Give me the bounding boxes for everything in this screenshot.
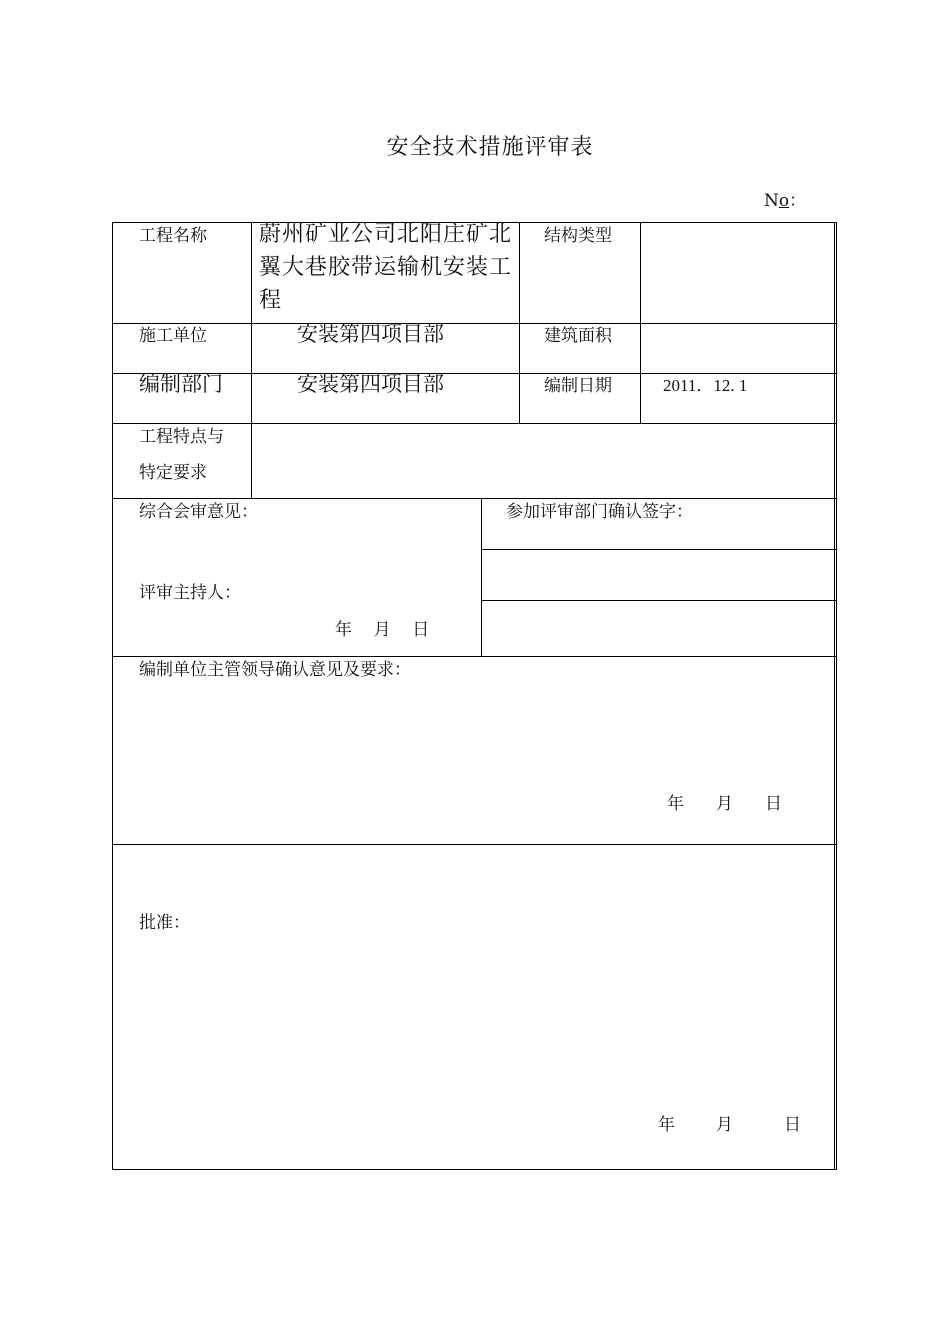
number-label-colon: ： — [789, 191, 807, 211]
leader-date-year: 年 — [667, 794, 684, 814]
approval-date-year: 年 — [658, 1115, 675, 1135]
row-line-4 — [112, 498, 836, 499]
dept-signature-slot-1[interactable] — [482, 550, 834, 600]
table-border-left — [112, 222, 113, 1170]
table-border-bottom — [112, 1169, 836, 1170]
review-host-label: 评审主持人： — [139, 583, 241, 603]
leader-opinion-label: 编制单位主管领导确认意见及要求： — [139, 660, 411, 680]
dept-signature-label: 参加评审部门确认签字： — [506, 502, 693, 522]
building-area-label: 建筑面积 — [544, 326, 612, 346]
table-border-right-outer — [836, 222, 837, 1170]
construction-unit-label: 施工单位 — [139, 326, 207, 346]
approval-date-month: 月 — [716, 1115, 733, 1135]
dept-signature-slot-2[interactable] — [482, 601, 834, 656]
approval-date-day: 日 — [784, 1115, 801, 1135]
row-line-6 — [112, 844, 836, 845]
features-label-line1: 工程特点与 — [139, 427, 224, 447]
number-label-n: N — [764, 191, 779, 211]
approval-label: 批准： — [139, 913, 190, 933]
col-line-right — [640, 222, 641, 424]
review-date: 年 月 日 — [335, 620, 430, 640]
col-line-label — [251, 222, 252, 499]
number-label — [764, 186, 806, 211]
col-line-mid — [519, 222, 520, 424]
leader-date-month: 月 — [716, 794, 733, 814]
leader-date-day: 日 — [765, 794, 782, 814]
prepared-date-value: 2011．12. 1 — [663, 376, 748, 395]
project-name-value: 蔚州矿业公司北阳庄矿北翼大巷胶带运输机安装工程 — [259, 222, 513, 313]
features-label-line2: 特定要求 — [139, 463, 207, 483]
prepared-dept-label: 编制部门 — [139, 372, 223, 396]
row-line-1 — [112, 323, 836, 324]
review-opinion-label: 综合会审意见： — [139, 502, 258, 522]
table-border-right — [834, 222, 835, 1170]
project-name-label: 工程名称 — [139, 226, 207, 246]
number-label-o: o — [778, 191, 790, 211]
prepared-date-label: 编制日期 — [544, 376, 612, 396]
row-line-5 — [112, 656, 836, 657]
construction-unit-value: 安装第四项目部 — [297, 322, 444, 346]
structure-type-label: 结构类型 — [544, 226, 612, 246]
document-title: 安全技术措施评审表 — [386, 135, 594, 160]
row-line-3 — [112, 423, 836, 424]
prepared-dept-value: 安装第四项目部 — [297, 372, 444, 396]
